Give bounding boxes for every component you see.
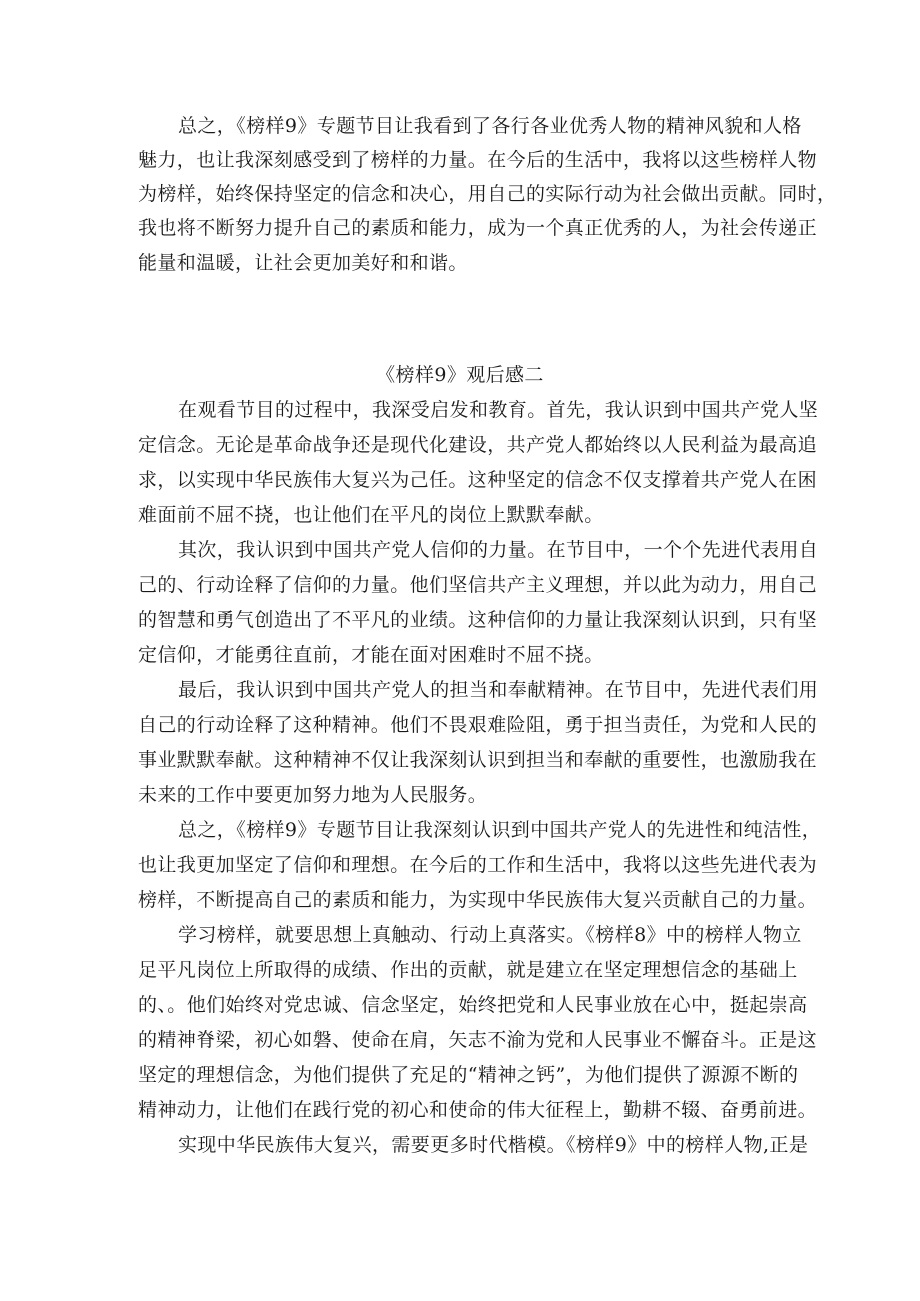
paragraph-line: 足平凡岗位上所取得的成绩、作出的贡献，就是建立在坚定理想信念的基础上 <box>138 959 798 981</box>
paragraph-line: 未来的工作中要更加努力地为人民服务。 <box>138 784 488 806</box>
paragraph-line: 在观看节目的过程中，我深受启发和教育。首先，我认识到中国共产党人坚 <box>178 399 819 421</box>
paragraph-line: 难面前不屈不挠，也让他们在平凡的岗位上默默奉献。 <box>138 504 604 526</box>
paragraph-line: 为榜样，始终保持坚定的信念和决心，用自己的实际行动为社会做出贡献。同时， <box>138 183 837 205</box>
paragraph-line: 总之，《榜样9》专题节目让我深刻认识到中国共产党人的先进性和纯洁性， <box>178 819 822 841</box>
paragraph-line: 学习榜样，就要思想上真触动、行动上真落实。《榜样8》中的榜样人物立 <box>178 924 802 946</box>
paragraph-line: 我也将不断努力提升自己的素质和能力，成为一个真正优秀的人，为社会传递正 <box>138 217 818 239</box>
paragraph-line: 己的、行动诠释了信仰的力量。他们坚信共产主义理想，并以此为动力，用自己 <box>138 574 818 596</box>
paragraph-line: 自己的行动诠释了这种精神。他们不畏艰难险阻，勇于担当责任，为党和人民的 <box>138 714 818 736</box>
paragraph-line: 实现中华民族伟大复兴，需要更多时代楷模。《榜样9》中的榜样人物,正是 <box>178 1134 809 1156</box>
paragraph-line: 的、。他们始终对党忠诚、信念坚定，始终把党和人民事业放在心中，挺起崇高 <box>138 994 808 1016</box>
paragraph-line: 坚定的理想信念，为他们提供了充足的“精神之钙”，为他们提供了源源不断的 <box>138 1064 799 1086</box>
section-title: 《榜样9》观后感二 <box>376 364 544 386</box>
paragraph-line: 其次，我认识到中国共产党人信仰的力量。在节目中，一个个先进代表用自 <box>178 539 819 561</box>
paragraph-line: 精神动力，让他们在践行党的初心和使命的伟大征程上，勤耕不辍、奋勇前进。 <box>138 1099 818 1121</box>
paragraph-line: 最后，我认识到中国共产党人的担当和奉献精神。在节目中，先进代表们用 <box>178 679 819 701</box>
paragraph-line: 总之，《榜样9》专题节目让我看到了各行各业优秀人物的精神风貌和人格 <box>178 115 802 137</box>
paragraph-line: 魅力，也让我深刻感受到了榜样的力量。在今后的生活中，我将以这些榜样人物 <box>138 149 818 171</box>
paragraph-line: 能量和温暖，让社会更加美好和和谐。 <box>138 252 468 274</box>
paragraph-line: 事业默默奉献。这种精神不仅让我深刻认识到担当和奉献的重要性，也激励我在 <box>138 749 818 771</box>
paragraph-line: 定信仰，才能勇往直前，才能在面对困难时不屈不挠。 <box>138 644 604 666</box>
paragraph-line: 榜样，不断提高自己的素质和能力，为实现中华民族伟大复兴贡献自己的力量。 <box>138 889 818 911</box>
paragraph-line: 求，以实现中华民族伟大复兴为己任。这种坚定的信念不仅支撑着共产党人在困 <box>138 469 818 491</box>
paragraph-line: 的智慧和勇气创造出了不平凡的业绩。这种信仰的力量让我深刻认识到，只有坚 <box>138 609 818 631</box>
paragraph-line: 也让我更加坚定了信仰和理想。在今后的工作和生活中，我将以这些先进代表为 <box>138 854 818 876</box>
paragraph-line: 的精神脊梁，初心如磐、使命在肩，矢志不渝为党和人民事业不懈奋斗。正是这 <box>138 1029 818 1051</box>
paragraph-line: 定信念。无论是革命战争还是现代化建设，共产党人都始终以人民利益为最高追 <box>138 434 818 456</box>
